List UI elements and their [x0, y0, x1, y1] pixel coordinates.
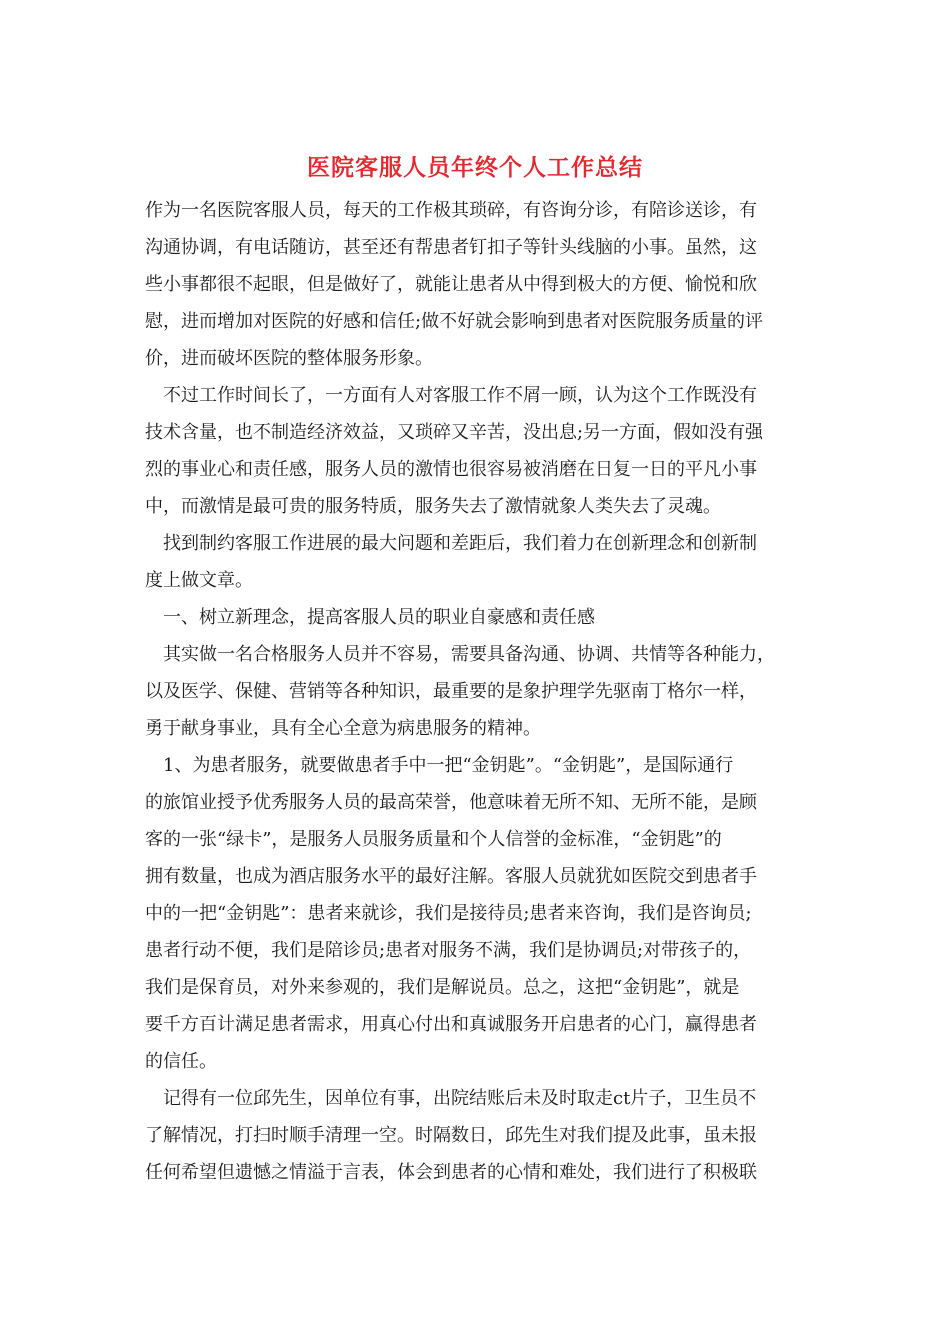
text-line: 1、为患者服务，就要做患者手中一把“金钥匙”。“金钥匙”，是国际通行: [163, 755, 734, 776]
text-line: 勇于献身事业，具有全心全意为病患服务的精神。: [145, 718, 541, 739]
text-line: 烈的事业心和责任感，服务人员的激情也很容易被消磨在日复一日的平凡小事: [145, 459, 757, 480]
text-line: 要千方百计满足患者需求，用真心付出和真诚服务开启患者的心门，赢得患者: [145, 1014, 757, 1035]
text-line: 其实做一名合格服务人员并不容易，需要具备沟通、协调、共情等各种能力，: [163, 644, 775, 665]
text-line: 中的一把“金钥匙”：患者来就诊，我们是接待员;患者来咨询，我们是咨询员;: [145, 903, 752, 924]
text-line: 不过工作时间长了，一方面有人对客服工作不屑一顾，认为这个工作既没有: [163, 385, 757, 406]
text-line: 任何希望但遗憾之情溢于言表，体会到患者的心情和难处，我们进行了积极联: [145, 1162, 757, 1183]
text-line: 了解情况，打扫时顺手清理一空。时隔数日，邱先生对我们提及此事，虽未报: [145, 1125, 757, 1146]
text-line: 价，进而破坏医院的整体服务形象。: [145, 348, 433, 369]
text-line: 拥有数量，也成为酒店服务水平的最好注解。客服人员就犹如医院交到患者手: [145, 866, 757, 887]
text-line: 以及医学、保健、营销等各种知识，最重要的是象护理学先驱南丁格尔一样，: [145, 681, 757, 702]
text-line: 客的一张“绿卡”，是服务人员服务质量和个人信誉的金标准，“金钥匙”的: [145, 829, 722, 850]
text-line: 度上做文章。: [145, 570, 253, 591]
text-line: 慰，进而增加对医院的好感和信任;做不好就会影响到患者对医院服务质量的评: [145, 311, 764, 332]
text-line: 一、树立新理念，提高客服人员的职业自豪感和责任感: [163, 607, 595, 628]
text-line: 中，而激情是最可贵的服务特质，服务失去了激情就象人类失去了灵魂。: [145, 496, 721, 517]
text-line: 技术含量，也不制造经济效益，又琐碎又辛苦，没出息;另一方面，假如没有强: [145, 422, 764, 443]
text-line: 些小事都很不起眼，但是做好了，就能让患者从中得到极大的方便、愉悦和欣: [145, 274, 757, 295]
document-title: 医院客服人员年终个人工作总结: [307, 154, 643, 181]
text-line: 的信任。: [145, 1051, 217, 1072]
text-line: 作为一名医院客服人员，每天的工作极其琐碎，有咨询分诊，有陪诊送诊，有: [145, 200, 757, 221]
text-line: 记得有一位邱先生，因单位有事，出院结账后未及时取走ct片子，卫生员不: [163, 1088, 757, 1109]
text-line: 沟通协调，有电话随访，甚至还有帮患者钉扣子等针头线脑的小事。虽然，这: [145, 237, 757, 258]
text-line: 找到制约客服工作进展的最大问题和差距后，我们着力在创新理念和创新制: [163, 533, 757, 554]
text-line: 的旅馆业授予优秀服务人员的最高荣誉，他意味着无所不知、无所不能，是顾: [145, 792, 757, 813]
text-line: 我们是保育员，对外来参观的，我们是解说员。总之，这把“金钥匙”，就是: [145, 977, 740, 998]
text-line: 患者行动不便，我们是陪诊员;患者对服务不满，我们是协调员;对带孩子的，: [145, 940, 752, 961]
document-body: [145, 192, 815, 1191]
